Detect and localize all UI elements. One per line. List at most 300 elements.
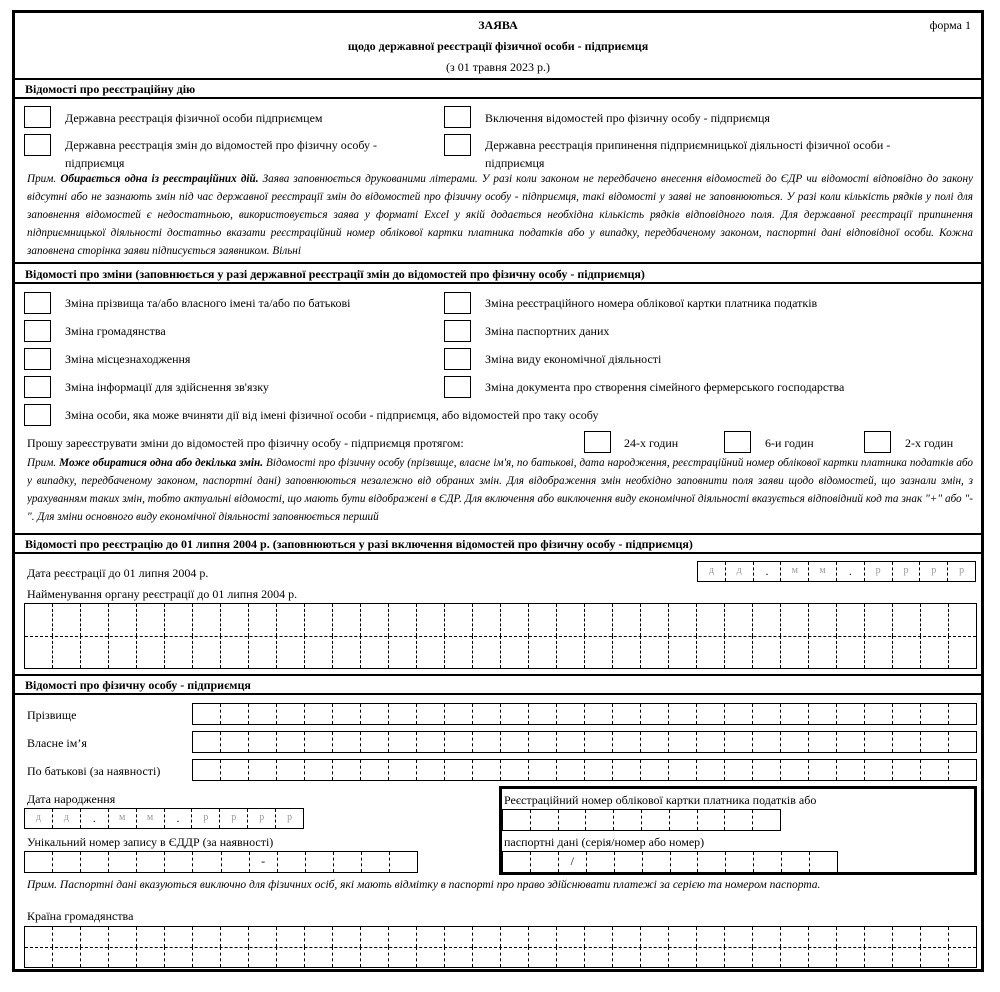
checkbox-register-changes[interactable] bbox=[24, 134, 51, 156]
input-cell bbox=[501, 947, 529, 967]
input-cell bbox=[781, 760, 809, 780]
input-cell bbox=[361, 732, 389, 752]
tax-number-label: Реєстраційний номер облікової картки платника податків або bbox=[504, 793, 817, 807]
input-cell bbox=[697, 732, 725, 752]
input-cell bbox=[249, 636, 277, 668]
input-cell bbox=[277, 732, 305, 752]
input-cell bbox=[389, 604, 417, 636]
input-cell bbox=[642, 810, 670, 830]
input-cell bbox=[109, 604, 137, 636]
input-cell bbox=[305, 927, 333, 947]
input-cell bbox=[193, 636, 221, 668]
input-cell bbox=[109, 947, 137, 967]
input-cell bbox=[921, 636, 949, 668]
change-label: Зміна реєстраційного номера облікової картки платника податків bbox=[485, 296, 818, 310]
checkbox-include-info[interactable] bbox=[444, 106, 471, 128]
given-name-input[interactable] bbox=[192, 731, 977, 753]
input-cell bbox=[586, 810, 614, 830]
input-cell bbox=[249, 704, 277, 724]
given-name-label: Власне ім’я bbox=[27, 736, 87, 750]
input-cell bbox=[557, 760, 585, 780]
period-label: 24-х годин bbox=[624, 436, 679, 450]
input-cell bbox=[501, 704, 529, 724]
input-cell bbox=[670, 810, 698, 830]
input-cell bbox=[529, 732, 557, 752]
checkbox-register-fop[interactable] bbox=[24, 106, 51, 128]
input-cell bbox=[53, 604, 81, 636]
changes-note: Прим. Може обиратися одна або декілька змін. Відомості про фізичну особу (прізвище, власне ім'я, по батькові, дата народження, реєстраційний номер облікової картки платника податків або у випадку, передбаченому законом, паспортні дані) заповнюються незалежно від обраних змін. Для відображення змін необхідно заповнити поля заяви щодо відомостей, що зазнали змін, з урахуванням таких змін, тобто актуальні відомості, що мають бути відображені в ЄДР. Для включення або виключення виду економічної діяльності вказується відповідний код та знак "+" або "-". Для зміни основного виду економічної діяльності заповнюється перший bbox=[27, 457, 973, 523]
input-cell bbox=[277, 760, 305, 780]
input-cell bbox=[389, 732, 417, 752]
input-cell bbox=[333, 760, 361, 780]
input-cell bbox=[669, 604, 697, 636]
input-cell bbox=[781, 636, 809, 668]
input-cell bbox=[165, 636, 193, 668]
checkbox-change-tax-number[interactable] bbox=[444, 292, 471, 314]
form-title: ЗАЯВА bbox=[478, 18, 518, 32]
input-cell bbox=[473, 732, 501, 752]
input-cell bbox=[445, 636, 473, 668]
input-cell bbox=[697, 947, 725, 967]
input-cell bbox=[277, 927, 305, 947]
input-cell bbox=[809, 927, 837, 947]
passport-label: паспортні дані (серія/номер або номер) bbox=[504, 835, 705, 849]
input-cell bbox=[277, 704, 305, 724]
change-label: Зміна виду економічної діяльності bbox=[485, 352, 662, 366]
input-cell bbox=[417, 636, 445, 668]
citizenship-label: Країна громадянства bbox=[27, 909, 134, 923]
input-cell bbox=[893, 704, 921, 724]
input-cell bbox=[165, 947, 193, 967]
input-cell bbox=[333, 927, 361, 947]
input-cell bbox=[753, 810, 780, 830]
input-cell bbox=[921, 947, 949, 967]
input-cell bbox=[921, 604, 949, 636]
option-label: підприємця bbox=[65, 156, 125, 170]
input-cell bbox=[613, 604, 641, 636]
surname-label: Прізвище bbox=[27, 708, 77, 722]
input-cell bbox=[277, 947, 305, 967]
input-cell bbox=[641, 947, 669, 967]
input-cell bbox=[529, 636, 557, 668]
input-cell bbox=[809, 732, 837, 752]
form-date-note: (з 01 травня 2023 р.) bbox=[445, 60, 551, 74]
section-person bbox=[15, 674, 981, 695]
input-cell bbox=[949, 704, 976, 724]
change-label: Зміна місцезнаходження bbox=[65, 352, 191, 366]
input-cell bbox=[25, 636, 53, 668]
input-cell bbox=[305, 704, 333, 724]
input-cell bbox=[473, 760, 501, 780]
birth-date-input[interactable]: д д . м м . р р р р bbox=[24, 808, 304, 829]
input-cell bbox=[109, 636, 137, 668]
section-heading: Відомості про фізичну особу - підприємця bbox=[25, 678, 251, 692]
input-cell bbox=[221, 636, 249, 668]
edddr-input[interactable]: - bbox=[24, 851, 418, 873]
input-cell bbox=[837, 704, 865, 724]
input-cell bbox=[559, 810, 587, 830]
input-cell bbox=[809, 947, 837, 967]
input-cell bbox=[473, 704, 501, 724]
input-cell bbox=[193, 947, 221, 967]
input-cell bbox=[809, 704, 837, 724]
input-cell bbox=[949, 947, 976, 967]
input-cell bbox=[725, 704, 753, 724]
patronymic-label: По батькові (за наявності) bbox=[27, 764, 161, 778]
input-cell bbox=[529, 604, 557, 636]
input-cell bbox=[753, 732, 781, 752]
input-cell bbox=[614, 810, 642, 830]
input-cell bbox=[25, 947, 53, 967]
input-cell bbox=[697, 636, 725, 668]
section-heading: Відомості про зміни (заповнюється у разі державної реєстрації змін до відомостей про фізичну особу - підприємця) bbox=[25, 267, 645, 281]
input-cell bbox=[137, 927, 165, 947]
input-cell bbox=[837, 947, 865, 967]
input-cell bbox=[445, 704, 473, 724]
input-cell bbox=[725, 636, 753, 668]
input-cell bbox=[361, 636, 389, 668]
input-cell bbox=[753, 604, 781, 636]
checkbox-change-farm-doc[interactable] bbox=[444, 376, 471, 398]
input-cell bbox=[417, 732, 445, 752]
period-label: 2-х годин bbox=[905, 436, 954, 450]
input-cell bbox=[837, 732, 865, 752]
checkbox-change-name[interactable] bbox=[24, 292, 51, 314]
input-cell bbox=[557, 927, 585, 947]
input-cell bbox=[529, 704, 557, 724]
input-cell bbox=[361, 704, 389, 724]
input-cell bbox=[389, 636, 417, 668]
grid-row bbox=[25, 636, 976, 668]
input-cell bbox=[221, 760, 249, 780]
input-cell bbox=[921, 704, 949, 724]
input-cell bbox=[585, 760, 613, 780]
input-cell bbox=[725, 810, 753, 830]
input-cell bbox=[221, 604, 249, 636]
checkbox-6h[interactable] bbox=[724, 431, 751, 453]
grid-divider bbox=[25, 947, 976, 948]
input-cell bbox=[305, 760, 333, 780]
input-cell bbox=[893, 947, 921, 967]
tax-number-input[interactable] bbox=[502, 809, 781, 831]
input-cell bbox=[613, 732, 641, 752]
input-cell bbox=[753, 704, 781, 724]
change-label: Зміна документа про створення сімейного фермерського господарства bbox=[485, 380, 845, 394]
input-cell bbox=[165, 604, 193, 636]
grid-row bbox=[25, 604, 976, 636]
input-cell bbox=[837, 927, 865, 947]
reg-date-label: Дата реєстрації до 01 липня 2004 р. bbox=[27, 566, 209, 580]
input-cell bbox=[501, 636, 529, 668]
input-cell bbox=[389, 704, 417, 724]
input-cell bbox=[641, 704, 669, 724]
checkbox-change-activity[interactable] bbox=[444, 348, 471, 370]
input-cell bbox=[529, 947, 557, 967]
input-cell bbox=[277, 604, 305, 636]
input-cell bbox=[137, 947, 165, 967]
input-cell bbox=[585, 636, 613, 668]
input-cell bbox=[725, 604, 753, 636]
input-cell bbox=[781, 604, 809, 636]
input-cell bbox=[809, 636, 837, 668]
edddr-label: Унікальний номер запису в ЄДДР (за наявності) bbox=[27, 835, 274, 849]
input-cell bbox=[81, 604, 109, 636]
input-cell bbox=[613, 636, 641, 668]
input-cell bbox=[333, 732, 361, 752]
checkbox-termination[interactable] bbox=[444, 134, 471, 156]
input-cell bbox=[333, 947, 361, 967]
grid-row bbox=[25, 927, 976, 947]
section-registration-action bbox=[15, 78, 981, 99]
option-label: Державна реєстрація припинення підприємницької діяльності фізичної особи - bbox=[485, 138, 891, 152]
input-cell bbox=[865, 636, 893, 668]
input-cell bbox=[697, 604, 725, 636]
input-cell bbox=[585, 604, 613, 636]
input-cell bbox=[501, 732, 529, 752]
input-cell bbox=[333, 636, 361, 668]
input-cell bbox=[193, 732, 221, 752]
input-cell bbox=[641, 636, 669, 668]
input-cell bbox=[249, 927, 277, 947]
grid-row bbox=[25, 947, 976, 967]
grid-divider bbox=[25, 636, 976, 637]
checkbox-change-contact[interactable] bbox=[24, 376, 51, 398]
passport-input[interactable]: / bbox=[502, 851, 838, 873]
input-cell bbox=[669, 760, 697, 780]
input-cell bbox=[725, 732, 753, 752]
option-label: Державна реєстрація змін до відомостей про фізичну особу - bbox=[65, 138, 378, 152]
input-cell bbox=[837, 636, 865, 668]
input-cell bbox=[557, 704, 585, 724]
input-cell bbox=[781, 732, 809, 752]
input-cell bbox=[333, 704, 361, 724]
input-cell bbox=[753, 636, 781, 668]
input-cell bbox=[305, 636, 333, 668]
input-cell bbox=[641, 732, 669, 752]
input-cell bbox=[949, 604, 976, 636]
passport-note: Прим. Паспортні дані вказуються виключно для фізичних осіб, які мають відмітку в паспорті про право здійснювати платежі за серією та номером паспорта. bbox=[27, 879, 821, 891]
input-cell bbox=[25, 927, 53, 947]
input-cell bbox=[529, 760, 557, 780]
input-cell bbox=[585, 704, 613, 724]
input-cell bbox=[865, 760, 893, 780]
input-cell bbox=[361, 604, 389, 636]
form-number: форма 1 bbox=[929, 18, 971, 32]
checkbox-change-citizenship[interactable] bbox=[24, 320, 51, 342]
input-cell bbox=[193, 760, 221, 780]
input-cell bbox=[893, 604, 921, 636]
application-form bbox=[12, 10, 984, 972]
input-cell bbox=[725, 927, 753, 947]
input-cell bbox=[417, 604, 445, 636]
input-cell bbox=[361, 760, 389, 780]
input-cell bbox=[529, 927, 557, 947]
change-label: Зміна громадянства bbox=[65, 324, 166, 338]
input-cell bbox=[669, 704, 697, 724]
input-cell bbox=[501, 927, 529, 947]
request-period-label: Прошу зареєструвати зміни до відомостей про фізичну особу - підприємця протягом: bbox=[27, 436, 464, 450]
change-label: Зміна паспортних даних bbox=[485, 324, 610, 338]
input-cell bbox=[585, 732, 613, 752]
input-cell bbox=[417, 704, 445, 724]
input-cell bbox=[445, 947, 473, 967]
option-label: підприємця bbox=[485, 156, 545, 170]
form-subtitle: щодо державної реєстрації фізичної особи - підприємця bbox=[347, 39, 649, 53]
input-cell bbox=[221, 927, 249, 947]
input-cell bbox=[781, 927, 809, 947]
input-cell bbox=[921, 732, 949, 752]
input-cell bbox=[277, 636, 305, 668]
input-cell bbox=[417, 927, 445, 947]
input-cell bbox=[893, 927, 921, 947]
input-cell bbox=[193, 927, 221, 947]
input-cell bbox=[473, 604, 501, 636]
checkbox-2h[interactable] bbox=[864, 431, 891, 453]
input-cell bbox=[221, 704, 249, 724]
input-cell bbox=[697, 927, 725, 947]
input-cell bbox=[25, 604, 53, 636]
input-cell bbox=[333, 604, 361, 636]
input-cell bbox=[501, 760, 529, 780]
input-cell bbox=[698, 810, 726, 830]
input-cell bbox=[893, 760, 921, 780]
input-cell bbox=[949, 927, 976, 947]
input-cell bbox=[753, 927, 781, 947]
input-cell bbox=[557, 732, 585, 752]
input-cell bbox=[531, 810, 559, 830]
input-cell bbox=[781, 704, 809, 724]
input-cell bbox=[613, 927, 641, 947]
input-cell bbox=[445, 604, 473, 636]
input-cell bbox=[697, 760, 725, 780]
input-cell bbox=[921, 760, 949, 780]
input-cell bbox=[921, 927, 949, 947]
input-cell bbox=[613, 704, 641, 724]
option-label: Включення відомостей про фізичну особу - підприємця bbox=[485, 111, 770, 125]
input-cell bbox=[137, 636, 165, 668]
section-changes bbox=[15, 262, 981, 284]
input-cell bbox=[81, 927, 109, 947]
input-cell bbox=[697, 704, 725, 724]
input-cell bbox=[669, 732, 697, 752]
birth-date-label: Дата народження bbox=[27, 792, 116, 806]
input-cell bbox=[725, 947, 753, 967]
input-cell bbox=[389, 760, 417, 780]
input-cell bbox=[53, 927, 81, 947]
input-cell bbox=[305, 947, 333, 967]
input-cell bbox=[361, 947, 389, 967]
input-cell bbox=[193, 604, 221, 636]
citizenship-input[interactable] bbox=[24, 926, 977, 968]
input-cell bbox=[893, 732, 921, 752]
input-cell bbox=[501, 604, 529, 636]
input-cell bbox=[81, 636, 109, 668]
input-cell bbox=[865, 704, 893, 724]
input-cell bbox=[865, 604, 893, 636]
checkbox-24h[interactable] bbox=[584, 431, 611, 453]
input-cell bbox=[305, 604, 333, 636]
input-cell bbox=[557, 604, 585, 636]
input-cell bbox=[949, 732, 976, 752]
surname-input[interactable] bbox=[192, 703, 977, 725]
reg-date-input[interactable]: д д . м м . р р р р bbox=[697, 561, 976, 582]
input-cell bbox=[473, 947, 501, 967]
input-cell bbox=[893, 636, 921, 668]
input-cell bbox=[417, 760, 445, 780]
input-cell bbox=[221, 732, 249, 752]
input-cell bbox=[473, 927, 501, 947]
section-reg-2004 bbox=[15, 533, 981, 554]
change-label: Зміна особи, яка може вчиняти дії від імені фізичної особи - підприємця, або відомостей про таку особу bbox=[65, 408, 599, 422]
change-label: Зміна інформації для здійснення зв'язку bbox=[65, 380, 269, 394]
input-cell bbox=[249, 947, 277, 967]
input-cell bbox=[669, 636, 697, 668]
input-cell bbox=[445, 760, 473, 780]
input-cell bbox=[53, 636, 81, 668]
input-cell bbox=[725, 760, 753, 780]
input-cell bbox=[669, 927, 697, 947]
input-cell bbox=[585, 927, 613, 947]
input-cell bbox=[445, 732, 473, 752]
change-label: Зміна прізвища та/або власного імені та/або по батькові bbox=[65, 296, 351, 310]
input-cell bbox=[305, 732, 333, 752]
input-cell bbox=[445, 927, 473, 947]
input-cell bbox=[865, 927, 893, 947]
input-cell bbox=[641, 927, 669, 947]
input-cell bbox=[837, 604, 865, 636]
input-cell bbox=[865, 947, 893, 967]
input-cell bbox=[753, 760, 781, 780]
input-cell bbox=[557, 636, 585, 668]
input-cell bbox=[503, 810, 531, 830]
registration-action-note: Прим. Обирається одна із реєстраційних дій. Заява заповнюється друкованими літерами. У разі коли законом не передбачено внесення відомостей до ЄДР чи відомості відповідно до закону відсутні або не зазнають змін під час державної реєстрації змін до відомостей про фізичну особу - підприємця, такі відомості у заяві не заповнюються. У разі коли кількість рядків у полі для заповнення відомостей є недостатньою, використовується заява у форматі Excel у якій додається необхідна кількість рядків відповідного поля. Для державної реєстрації припинення підприємницької діяльності достатньо вказати реєстраційний номер облікової картки платника податків або у випадку, передбаченому законом, паспортні дані відповідної особи. Кожна заповнена сторінка заяви підписується заявником. Вільні bbox=[27, 173, 973, 257]
input-cell bbox=[753, 947, 781, 967]
option-label: Державна реєстрація фізичної особи підприємцем bbox=[65, 111, 323, 125]
input-cell bbox=[949, 760, 976, 780]
input-cell bbox=[557, 947, 585, 967]
input-cell bbox=[221, 947, 249, 967]
input-cell bbox=[949, 636, 976, 668]
input-cell bbox=[809, 604, 837, 636]
input-cell bbox=[473, 636, 501, 668]
input-cell bbox=[585, 947, 613, 967]
input-cell bbox=[613, 760, 641, 780]
checkbox-change-representative[interactable] bbox=[24, 404, 51, 426]
checkbox-change-passport[interactable] bbox=[444, 320, 471, 342]
checkbox-change-location[interactable] bbox=[24, 348, 51, 370]
input-cell bbox=[81, 947, 109, 967]
input-cell bbox=[389, 927, 417, 947]
input-cell bbox=[809, 760, 837, 780]
reg-organ-input[interactable] bbox=[24, 603, 977, 669]
input-cell bbox=[641, 760, 669, 780]
input-cell bbox=[361, 927, 389, 947]
input-cell bbox=[669, 947, 697, 967]
input-cell bbox=[249, 760, 277, 780]
patronymic-input[interactable] bbox=[192, 759, 977, 781]
section-heading: Відомості про реєстрацію до 01 липня 2004 р. (заповнюються у разі включення відомостей про фізичну особу - підприємця) bbox=[25, 537, 693, 551]
input-cell bbox=[53, 947, 81, 967]
input-cell bbox=[613, 947, 641, 967]
reg-organ-label: Найменування органу реєстрації до 01 липня 2004 р. bbox=[27, 587, 298, 601]
input-cell bbox=[249, 732, 277, 752]
input-cell bbox=[389, 947, 417, 967]
input-cell bbox=[109, 927, 137, 947]
input-cell bbox=[781, 947, 809, 967]
input-cell bbox=[193, 704, 221, 724]
input-cell bbox=[641, 604, 669, 636]
period-label: 6-и годин bbox=[765, 436, 814, 450]
